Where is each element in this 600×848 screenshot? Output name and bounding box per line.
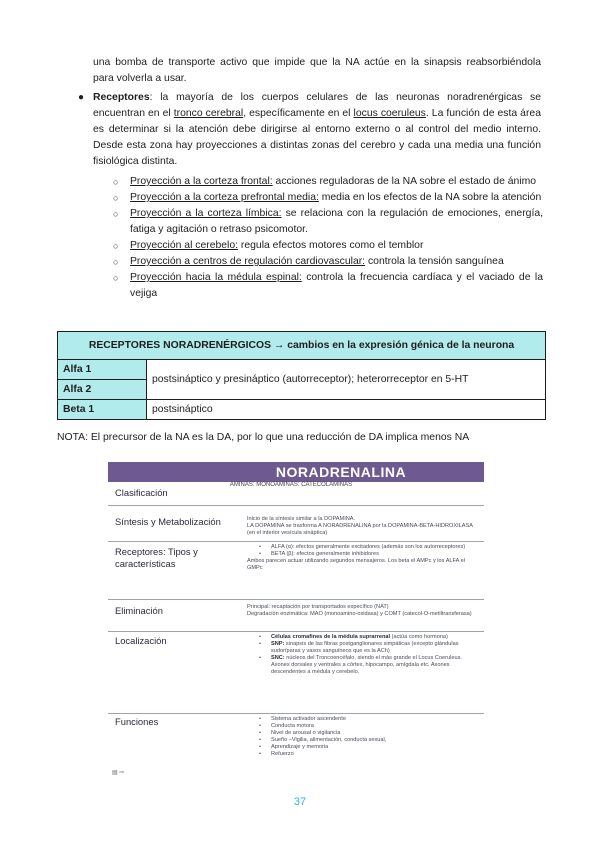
circle-bullet-icon: ○ [113, 241, 119, 251]
circle-bullet-icon: ○ [113, 193, 119, 203]
row-label: Eliminación [115, 605, 163, 616]
projection-title: Proyección a la corteza frontal: [130, 176, 273, 187]
projection-title: Proyección a centros de regulación cardiovascular: [130, 256, 366, 267]
locus-coeruleus-term: locus coeruleus [353, 108, 426, 119]
projection-item [113, 190, 543, 206]
circle-bullet-icon: ○ [113, 273, 119, 283]
table-header-text: RECEPTORES NORADRENÉRGICOS → cambios en la expresión génica de la neurona [88, 340, 515, 351]
figure-row-eliminacion [108, 600, 484, 632]
figure-row-receptores [108, 542, 484, 600]
figure-rows [108, 482, 484, 778]
circle-bullet-icon: ○ [113, 177, 119, 187]
figure-row-sintesis [108, 506, 484, 542]
receptores-text-c: . La función de esta área es determinar si la atención debe dirigirse al entorno externo o al control del medio interno. Desde esta zona hay proyecciones a distintas zonas del cerebro y cada una media una función fisiológica distinta. [93, 108, 541, 167]
row-line: LA DOPAMINA se trasforma A NORADRENALINA por la DOPAMINA-BETA-HIDROXILASA (en el interior vesícula sináptica) [247, 523, 473, 536]
row-content [247, 516, 479, 537]
noradrenalina-figure [108, 462, 484, 778]
row-line: Principal: recaptación por transportados específico (NAT) [247, 604, 389, 610]
list-item: • BETA (β): efectos generalmente inhibidores [247, 551, 479, 558]
alfa-value-cell: postsináptico y presináptico (autorreceptor); heterorreceptor en 5-HT [147, 360, 546, 400]
projection-item [113, 206, 543, 238]
receptores-bullet [78, 90, 541, 170]
list-item [247, 655, 479, 676]
list-item: • Conducta motora [247, 723, 479, 730]
projection-desc: controla la frecuencia cardíaca y el vaciado de la vejiga [130, 272, 543, 299]
page-number: 37 [293, 796, 307, 808]
projection-desc: acciones reguladoras de la NA sobre el estado de ánimo [272, 176, 537, 187]
figure-row-clasificacion [108, 482, 484, 506]
row-label: Clasificación [115, 487, 168, 498]
row-label: Síntesis y Metabolización [115, 516, 221, 527]
receptores-text-b: , específicamente en el [243, 108, 354, 119]
item-text: núcleos del Troncoencéfalo, siendo el más grande el Locus Coeruleus. Axones dorsales y ventrales a córtex, hipocampo, amígdala etc. Axones descendentes a médula y cerebelo. [271, 655, 462, 675]
row-label: Localización [115, 635, 167, 646]
beta-value-cell: postsináptico [147, 400, 546, 420]
circle-bullet-icon: ○ [113, 257, 119, 267]
item-text: (actúa como hormona) [390, 634, 448, 640]
row-line: Ambos parecen actuar utilizando segundos mensajeros. Los beta el AMPc y los ALFA el GMPc [247, 558, 465, 571]
projection-item [113, 238, 543, 254]
tronco-cerebral-term: tronco cerebral [173, 108, 244, 119]
row-line: Inicio de la síntesis similar a la DOPAMINA. [247, 516, 356, 522]
projection-item [113, 254, 543, 270]
projection-item [113, 174, 543, 190]
receptores-text-a: : la mayoría de los cuerpos celulares de las neuronas noradrenérgicas se encuentran en el [93, 92, 541, 119]
bullet-dot-icon: ● [78, 92, 85, 103]
projection-title: Proyección a la corteza prefrontal media: [130, 192, 319, 203]
nota-text: NOTA: El precursor de la NA es la DA, por lo que una reducción de DA implica menos NA [57, 432, 470, 443]
list-item: • Aprendizaje y memoria [247, 744, 479, 751]
projection-desc: regula efectos motores como el temblor [238, 240, 424, 251]
projection-desc: se relaciona con la regulación de emociones, energía, fatiga y agitación o retraso psicomotor. [130, 208, 544, 235]
list-item [247, 641, 479, 655]
row-label-alfa2: Alfa 2 [58, 380, 147, 400]
intro-line-1: una bomba de transporte activo que impide que la NA actúe en la sinapsis reabsorbiéndola [93, 57, 541, 68]
list-item: • Refuerzo [247, 751, 479, 758]
item-text: sinapsis de las fibras postganglionares simpáticas (excepto glándulas sudoríparas y vasos sanguíneos que es la ACh) [271, 641, 459, 654]
list-item: • ALFA (α): efectos generalmente excitadores (además son los autorreceptores) [247, 544, 479, 551]
projection-title: Proyección a la corteza límbica: [130, 208, 282, 219]
figure-corner-icon: ▤ ⇨ [112, 770, 125, 776]
row-label-alfa1: Alfa 1 [58, 360, 147, 380]
row-line: Degradación enzimática: MAO (monoamino-oxidasa) y COMT (catecol-O-metiltransferasa) [247, 611, 472, 617]
row-content [247, 634, 479, 676]
intro-line-2: para volverla a usar. [93, 73, 187, 84]
list-item: • Sueño –Vigilia, alimentación, conducta sexual, [247, 737, 479, 744]
intro-paragraph [93, 55, 541, 87]
row-label: Receptores: Tipos y características [115, 546, 198, 569]
receptores-table [57, 331, 546, 420]
table-header-row [58, 332, 546, 360]
row-content [247, 604, 479, 618]
list-item [247, 634, 479, 641]
table-header [58, 332, 546, 360]
receptores-label: Receptores [93, 92, 150, 103]
projection-title: Proyección al cerebelo: [130, 240, 239, 251]
list-item: • Sistema activador ascendente [247, 716, 479, 723]
row-label-beta1: Beta 1 [58, 400, 147, 420]
projection-desc: controla la tensión sanguínea [365, 256, 504, 267]
circle-bullet-icon: ○ [113, 209, 119, 219]
item-tag: SNC: [271, 655, 285, 661]
projection-title: Proyección hacia la médula espinal: [130, 272, 302, 283]
item-tag: Células cromafines de la médula suprarrenal [271, 634, 391, 640]
figure-row-localizacion [108, 632, 484, 714]
projections-list [113, 174, 543, 302]
figure-row-funciones [108, 714, 484, 778]
row-label: Funciones [115, 716, 159, 727]
figure-subtitle: AMINAS: MONOAMINAS: CATECOLAMINAS [229, 482, 353, 488]
table-row [58, 400, 546, 420]
item-tag: SNP: [271, 641, 285, 647]
table-row [58, 360, 546, 380]
list-item: • Nivel de arousal o vigilancia [247, 730, 479, 737]
row-content [247, 544, 479, 572]
projection-item [113, 270, 543, 302]
row-content [247, 716, 479, 758]
figure-title: NORADRENALINA [275, 464, 407, 480]
projection-desc: media en los efectos de la NA sobre la atención [318, 192, 542, 203]
